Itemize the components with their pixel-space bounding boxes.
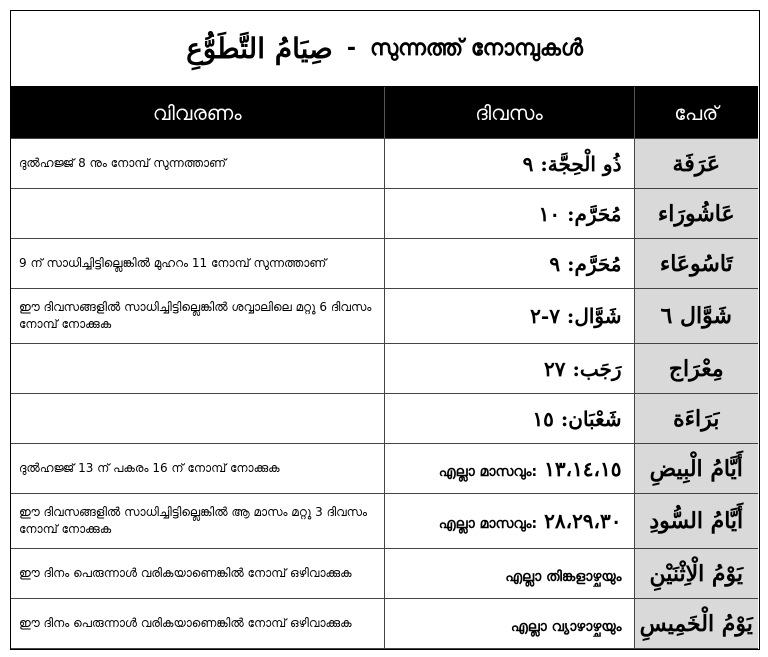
table-row — [11, 139, 758, 189]
table-row — [11, 189, 758, 239]
table-row — [11, 394, 758, 444]
table-row — [11, 494, 758, 549]
cell-name: بَرَاءَة — [634, 394, 758, 444]
cell-name: يَوْمُ الْخَمِيسِ — [634, 599, 758, 649]
cell-day: എല്ലാ മാസവും: ٢٨،٢٩،٣٠ — [384, 494, 634, 549]
cell-day: എല്ലാ മാസവും: ١٣،١٤،١٥ — [384, 444, 634, 494]
cell-description: ഈ ദിവസങ്ങളിൽ സാധിച്ചിട്ടില്ലെങ്കിൽ ശവ്വാലിലെ മറ്റു 6 ദിവസം നോമ്പ് നോക്കുക — [11, 289, 384, 344]
cell-description: 9 ന് സാധിച്ചിട്ടില്ലെങ്കിൽ മുഹറം 11 നോമ്പ് സുന്നത്താണ് — [11, 239, 384, 289]
cell-description: ഈ ദിനം പെരുന്നാൾ വരികയാണെങ്കിൽ നോമ്പ് ഒഴിവാക്കുക — [11, 549, 384, 599]
title-arabic: صِيَامُ التَّطَوُّعِ — [186, 32, 333, 65]
cell-day: مُحَرَّم: ١٠ — [384, 189, 634, 239]
cell-description: ഈ ദിവസങ്ങളിൽ സാധിച്ചിട്ടില്ലെങ്കിൽ ആ മാസം മറ്റു 3 ദിവസം നോമ്പ് നോക്കുക — [11, 494, 384, 549]
cell-day: مُحَرَّم: ٩ — [384, 239, 634, 289]
table-header-row — [11, 87, 758, 139]
table-row — [11, 599, 758, 649]
cell-description — [11, 394, 384, 444]
cell-day: شَوَّال: ٧-٢ — [384, 289, 634, 344]
cell-day: ذُو الْحِجَّة: ٩ — [384, 139, 634, 189]
cell-name: أَيَّامُ السُّودِ — [634, 494, 758, 549]
cell-day: എല്ലാ വ്യാഴാഴ്ചയും — [384, 599, 634, 649]
cell-description: ദുൽഹജ്ജ് 8 നും നോമ്പ് സുന്നത്താണ് — [11, 139, 384, 189]
cell-name: عَرَفَة — [634, 139, 758, 189]
title-malayalam: സുന്നത്ത് നോമ്പുകൾ — [369, 36, 583, 61]
fasting-table-sheet — [10, 10, 760, 650]
table-row — [11, 239, 758, 289]
cell-name: مِعْرَاج — [634, 344, 758, 394]
header-name: പേര് — [634, 87, 758, 139]
cell-day: شَعْبَان: ١٥ — [384, 394, 634, 444]
cell-name: عَاشُورَاء — [634, 189, 758, 239]
cell-name: أَيَّامُ الْبِيضِ — [634, 444, 758, 494]
page-title — [11, 11, 758, 87]
cell-description — [11, 344, 384, 394]
cell-day: رَجَب: ٢٧ — [384, 344, 634, 394]
cell-description: ദുൽഹജ്ജ് 13 ന് പകരം 16 ന് നോമ്പ് നോക്കുക — [11, 444, 384, 494]
title-separator: - — [346, 36, 356, 61]
table-row — [11, 344, 758, 394]
table-row — [11, 549, 758, 599]
cell-description: ഈ ദിനം പെരുന്നാൾ വരികയാണെങ്കിൽ നോമ്പ് ഒഴിവാക്കുക — [11, 599, 384, 649]
table-row — [11, 289, 758, 344]
header-description: വിവരണം — [11, 87, 384, 139]
cell-name: تَاسُوعَاء — [634, 239, 758, 289]
cell-day: എല്ലാ തിങ്കളാഴ്ചയും — [384, 549, 634, 599]
cell-description — [11, 189, 384, 239]
fasting-table — [11, 87, 758, 649]
table-row — [11, 444, 758, 494]
header-day: ദിവസം — [384, 87, 634, 139]
cell-name: شَوَّال ٦ — [634, 289, 758, 344]
cell-name: يَوْمُ الْاِثْنَيْنِ — [634, 549, 758, 599]
